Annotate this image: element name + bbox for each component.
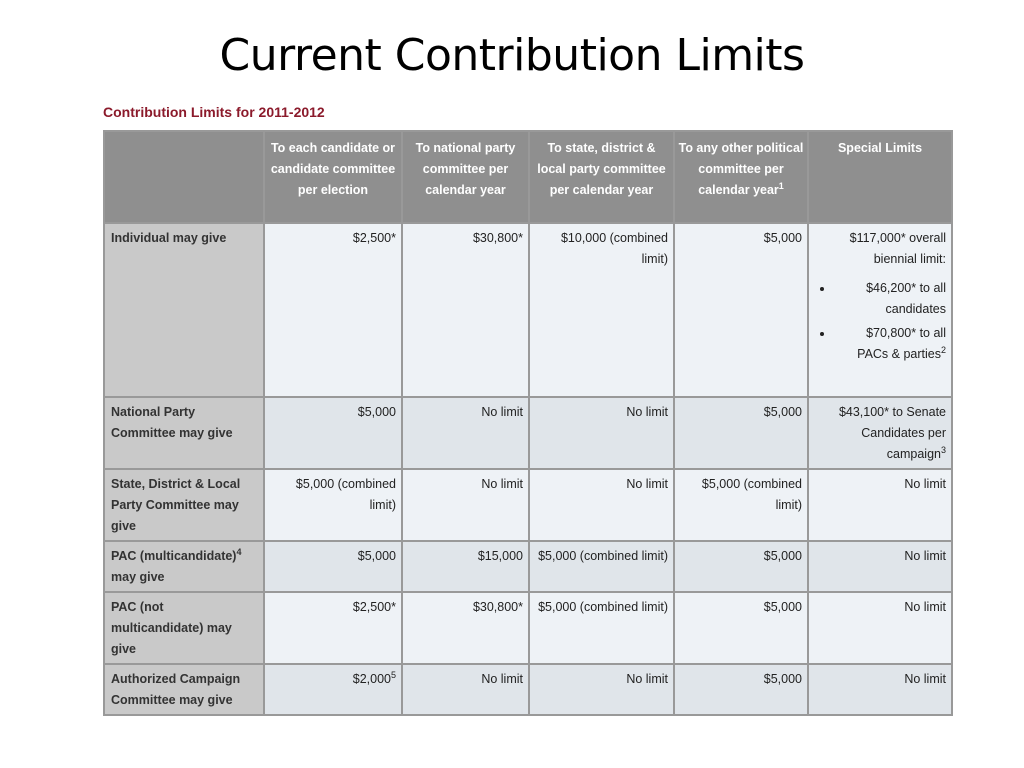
table-cell: No limit bbox=[529, 397, 674, 469]
table-cell: No limit bbox=[402, 664, 529, 715]
header-special-limits bbox=[808, 131, 952, 223]
table-row bbox=[104, 664, 952, 715]
list-item-text: $70,800* to all PACs & parties bbox=[857, 326, 946, 361]
footnote-mark: 1 bbox=[778, 180, 784, 191]
table-cell: $30,800* bbox=[402, 223, 529, 397]
cell-text: $2,000 bbox=[352, 672, 391, 686]
table-cell: $10,000 (combined limit) bbox=[529, 223, 674, 397]
table-cell: $5,000 bbox=[674, 223, 808, 397]
special-limits-cell: No limit bbox=[808, 592, 952, 664]
table-row bbox=[104, 397, 952, 469]
list-item bbox=[834, 323, 946, 365]
special-limit-text: $43,100* to Senate Candidates per campaign bbox=[838, 405, 946, 461]
table-cell: No limit bbox=[402, 469, 529, 541]
table-cell: No limit bbox=[529, 469, 674, 541]
list-item-text: $46,200* to all candidates bbox=[866, 281, 946, 316]
header-label: Special Limits bbox=[837, 141, 923, 155]
table-cell: $5,000 bbox=[674, 397, 808, 469]
special-limit-text: $117,000* overall biennial limit: bbox=[849, 231, 946, 266]
header-national-party bbox=[402, 131, 529, 223]
row-label: National Party Committee may give bbox=[104, 397, 264, 469]
header-per-candidate bbox=[264, 131, 402, 223]
footnote-mark: 3 bbox=[940, 444, 946, 455]
table-cell: $5,000 bbox=[264, 541, 402, 592]
table-cell: $5,000 bbox=[674, 541, 808, 592]
row-label-text: PAC (multicandidate) bbox=[111, 549, 237, 563]
contribution-limits-table bbox=[103, 130, 953, 716]
table-row bbox=[104, 541, 952, 592]
header-blank bbox=[104, 131, 264, 223]
header-label: To state, district & local party committee per calendar year bbox=[537, 141, 666, 197]
table-row bbox=[104, 223, 952, 397]
special-limits-cell bbox=[808, 223, 952, 397]
row-label: PAC (not multicandidate) may give bbox=[104, 592, 264, 664]
special-limits-cell: No limit bbox=[808, 664, 952, 715]
header-state-local-party bbox=[529, 131, 674, 223]
special-limits-cell: No limit bbox=[808, 469, 952, 541]
table-cell: No limit bbox=[402, 397, 529, 469]
table-header-row bbox=[104, 131, 952, 223]
header-label: To national party committee per calendar year bbox=[415, 141, 516, 197]
special-limit-list bbox=[814, 278, 946, 365]
footnote-mark: 2 bbox=[940, 344, 946, 355]
special-limits-cell: No limit bbox=[808, 541, 952, 592]
table-caption: Contribution Limits for 2011-2012 bbox=[103, 104, 325, 120]
table-cell: $5,000 bbox=[674, 592, 808, 664]
row-label-text: may give bbox=[111, 570, 165, 584]
table-row bbox=[104, 469, 952, 541]
table-cell: $15,000 bbox=[402, 541, 529, 592]
table-cell: $5,000 bbox=[674, 664, 808, 715]
table-cell: $2,500* bbox=[264, 223, 402, 397]
row-label: Authorized Campaign Committee may give bbox=[104, 664, 264, 715]
table-cell: $5,000 (combined limit) bbox=[529, 592, 674, 664]
row-label: State, District & Local Party Committee may give bbox=[104, 469, 264, 541]
table-cell: No limit bbox=[529, 664, 674, 715]
table-cell: $5,000 (combined limit) bbox=[674, 469, 808, 541]
header-other-committee bbox=[674, 131, 808, 223]
row-label bbox=[104, 541, 264, 592]
table-row bbox=[104, 592, 952, 664]
table-cell bbox=[264, 664, 402, 715]
slide-title: Current Contribution Limits bbox=[219, 30, 805, 81]
list-item bbox=[834, 278, 946, 320]
table-cell: $5,000 (combined limit) bbox=[264, 469, 402, 541]
table-cell: $2,500* bbox=[264, 592, 402, 664]
table-cell: $30,800* bbox=[402, 592, 529, 664]
header-label: To any other political committee per calendar year bbox=[678, 141, 804, 197]
footnote-mark: 4 bbox=[236, 546, 242, 557]
special-limits-cell bbox=[808, 397, 952, 469]
header-label: To each candidate or candidate committee per election bbox=[270, 141, 396, 197]
row-label: Individual may give bbox=[104, 223, 264, 397]
table-cell: $5,000 (combined limit) bbox=[529, 541, 674, 592]
footnote-mark: 5 bbox=[390, 669, 396, 680]
table-cell: $5,000 bbox=[264, 397, 402, 469]
